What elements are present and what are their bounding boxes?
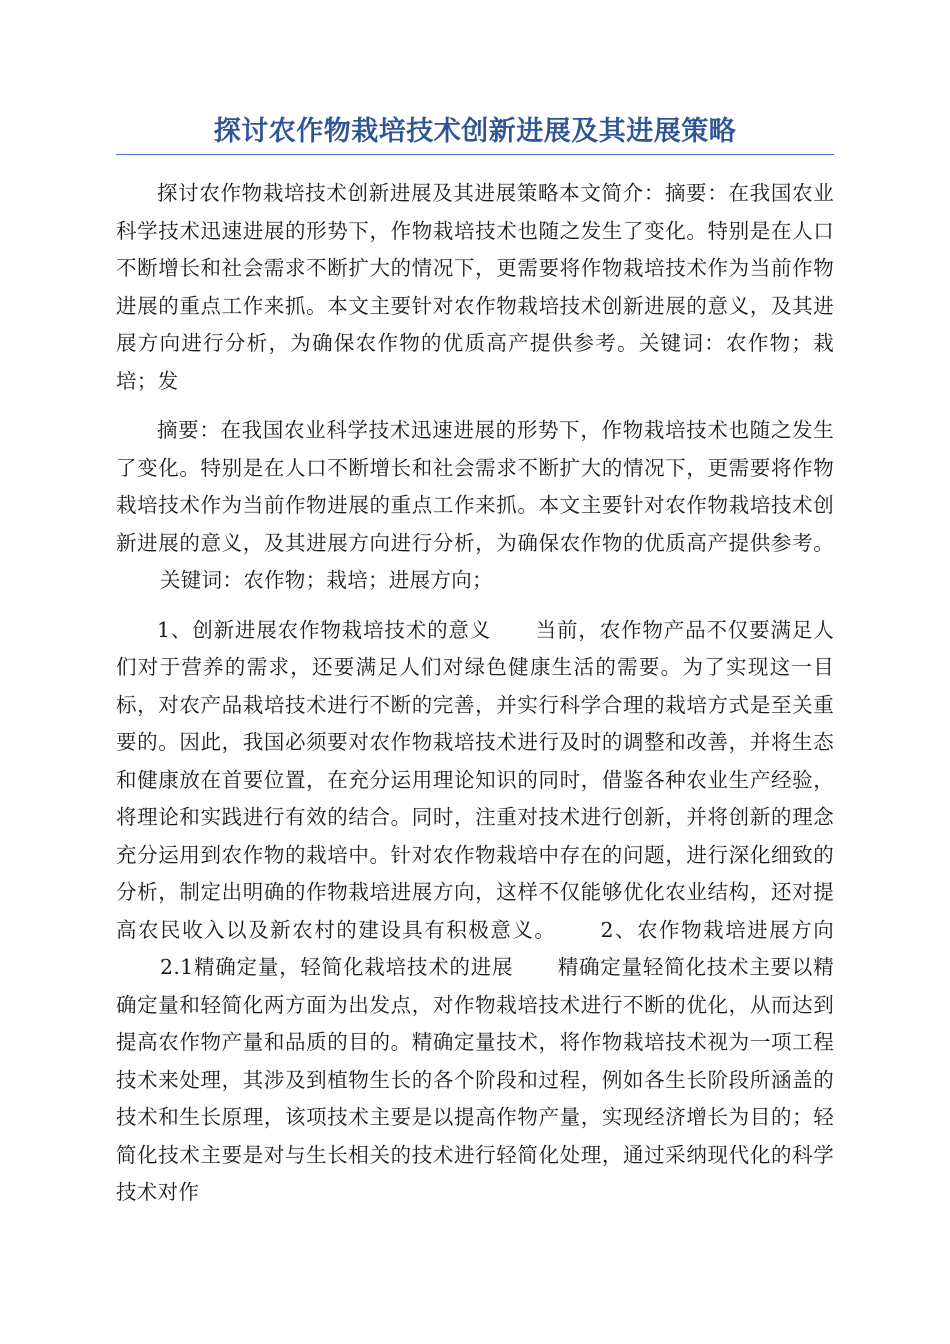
paragraph-abstract: [116, 412, 834, 600]
document-body: [116, 175, 834, 1212]
subsection-heading: 2.1精确定量，轻简化栽培技术的进展: [160, 955, 514, 979]
paragraph-segment: 精确定量轻简化技术主要以精确定量和轻简化两方面为出发点，对作物栽培技术进行不断的优化，从而达到提高农作物产量和品质的目的。精确定量技术，将作物栽培技术视为一项工程技术来处理，其涉及到植物生长的各个阶段和过程，例如各生长阶段所涵盖的技术和生长原理，该项技术主要是以提高作物产量，实现经济增长为目的；轻简化技术主要是对与生长相关的技术进行轻简化处理，通过采纳现代化的科学技术对作: [116, 955, 834, 1204]
paragraph-segment: 摘要：在我国农业科学技术迅速进展的形势下，作物栽培技术也随之发生了变化。特别是在人口不断增长和社会需求不断扩大的情况下，更需要将作物栽培技术作为当前作物进展的重点工作来抓。本文主要针对农作物栽培技术创新进展的意义，及其进展方向进行分析，为确保农作物的优质高产提供参考。: [116, 418, 834, 555]
document-page: [116, 112, 834, 1224]
section-heading: 2、农作物栽培进展方向: [600, 917, 834, 942]
paragraph-segment: 探讨农作物栽培技术创新进展及其进展策略本文简介：摘要：在我国农业科学技术迅速进展的形势下，作物栽培技术也随之发生了变化。特别是在人口不断增长和社会需求不断扩大的情况下，更需要将作物栽培技术作为当前作物进展的重点工作来抓。本文主要针对农作物栽培技术创新进展的意义，及其进展方向进行分析，为确保农作物的优质高产提供参考。关键词：农作物；栽培；发: [116, 181, 834, 393]
paragraph-segment: 当前，农作物产品不仅要满足人们对于营养的需求，还要满足人们对绿色健康生活的需要。为了实现这一目标，对农产品栽培技术进行不断的完善，并实行科学合理的栽培方式是至关重要的。因此，我国必须要对农作物栽培技术进行及时的调整和改善，并将生态和健康放在首要位置，在充分运用理论知识的同时，借鉴各种农业生产经验，将理论和实践进行有效的结合。同时，注重对技术进行创新，并将创新的理念充分运用到农作物的栽培中。针对农作物栽培中存在的问题，进行深化细致的分析，制定出明确的作物栽培进展方向，这样不仅能够优化农业结构，还对提高农民收入以及新农村的建设具有积极意义。: [116, 617, 835, 942]
paragraph-section-1: [116, 612, 834, 1212]
paragraph-intro: [116, 175, 834, 400]
document-title: 探讨农作物栽培技术创新进展及其进展策略: [116, 112, 834, 155]
section-heading: 1、创新进展农作物栽培技术的意义: [157, 617, 492, 642]
paragraph-segment: 关键词：农作物；栽培；进展方向；: [160, 568, 493, 592]
